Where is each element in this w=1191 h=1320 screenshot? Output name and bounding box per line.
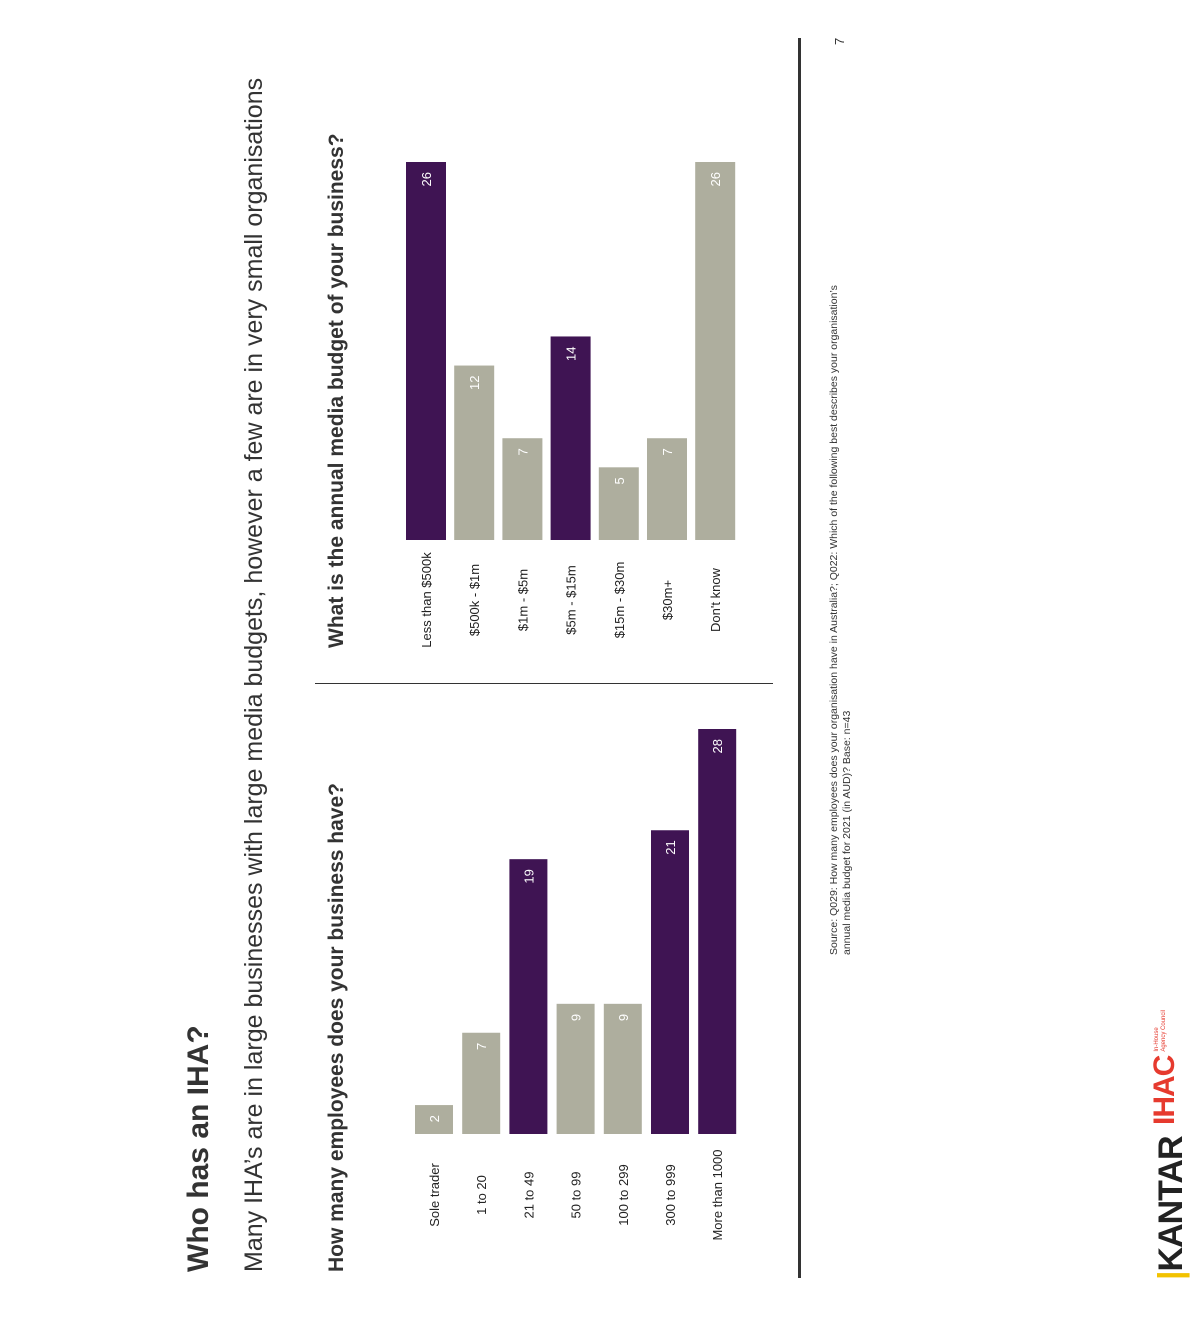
employees-category-label: More than 1000 (710, 1149, 726, 1241)
employees-value-label: 9 (568, 1013, 584, 1022)
kantar-logo-accent: | (1152, 1271, 1190, 1280)
source-note: Source: Q029: How many employees does your organisation have in Australia?; Q022: Which of the following best describes your organisation’s annual media budget for 2021 (in AUD)? Base: n=43 (828, 285, 853, 955)
employees-category-label: Sole trader (427, 1163, 442, 1227)
budget-category-label: Don't know (708, 568, 724, 632)
employees-value-label: 9 (615, 1013, 631, 1022)
kantar-logo (1152, 1136, 1191, 1280)
budget-category-label: $1m - $5m (515, 568, 531, 632)
page-title: Who has an IHA? (182, 1025, 215, 1272)
budget-category-label: $5m - $15m (563, 565, 579, 635)
employees-value-label: 2 (427, 1115, 442, 1123)
employees-category-label: 50 to 99 (568, 1171, 584, 1219)
ihac-logo (1148, 1010, 1182, 1125)
employees-category-label: 1 to 20 (474, 1175, 490, 1215)
employees-value-label: 21 (663, 840, 678, 855)
employees-chart-title: How many employees does your business have? (325, 783, 348, 1272)
page-number: 7 (832, 37, 847, 45)
budget-bar (454, 366, 494, 540)
ihac-logo-sub-line-1: In-House (1154, 1027, 1160, 1052)
employees-value-label: 19 (521, 869, 537, 884)
budget-category-label: $30m+ (660, 579, 675, 621)
budget-bar (406, 162, 446, 540)
budget-value-label: 7 (660, 448, 675, 456)
budget-value-label: 26 (419, 172, 434, 187)
budget-category-label: Less than $500k (419, 552, 434, 648)
page-subtitle: Many IHA’s are in large businesses with large media budgets, however a few are in very small organisations (240, 77, 268, 1272)
employees-value-label: 7 (474, 1042, 490, 1050)
budget-value-label: 26 (708, 172, 724, 187)
budget-value-label: 7 (515, 448, 531, 456)
budget-chart-title: What is the annual media budget of your business? (325, 133, 348, 648)
budget-value-label: 12 (467, 375, 483, 391)
budget-category-label: $500k - $1m (467, 563, 483, 637)
bottom-rule (798, 38, 801, 1278)
ihac-logo-sub-line-2: Agency Council (1161, 1009, 1167, 1052)
employees-value-label: 28 (710, 739, 726, 754)
ihac-logo-text: IHAC (1148, 1055, 1181, 1125)
budget-bar (551, 336, 591, 540)
budget-value-label: 14 (563, 346, 579, 361)
employees-category-label: 21 to 49 (521, 1171, 537, 1219)
budget-value-label: 5 (611, 477, 627, 485)
employees-category-label: 300 to 999 (663, 1164, 678, 1226)
budget-bar (695, 162, 735, 540)
kantar-logo-text: KANTAR (1152, 1136, 1190, 1272)
budget-category-label: $15m - $30m (611, 561, 627, 639)
employees-category-label: 100 to 299 (615, 1164, 631, 1226)
ihac-logo-subtitle (1154, 1010, 1168, 1052)
